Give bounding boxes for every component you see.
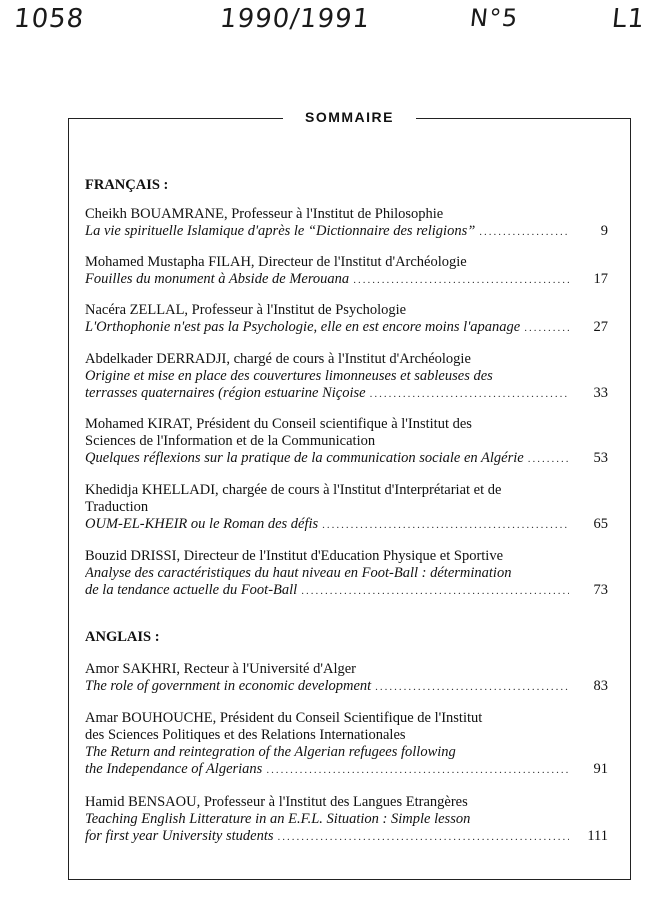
toc-entry <box>85 710 573 779</box>
entry-author: Abdelkader DERRADJI, chargé de cours à l'Institut d'Archéologie <box>85 351 471 367</box>
entry-author: Hamid BENSAOU, Professeur à l'Institut des Langues Etrangères <box>85 794 468 810</box>
entry-page-number: 17 <box>593 271 608 287</box>
entry-author: Mohamed Mustapha FILAH, Directeur de l'Institut d'Archéologie <box>85 254 467 270</box>
leader-dots <box>375 679 569 696</box>
entry-title: Origine et mise en place des couvertures limonneuses et sableuses des <box>85 368 493 384</box>
leader-dots <box>524 320 569 337</box>
entry-page-number: 91 <box>593 761 608 777</box>
toc-entry <box>85 794 573 846</box>
toc-entry <box>85 482 573 534</box>
handwritten-code: L1 <box>610 4 647 34</box>
entry-title-line <box>85 319 573 337</box>
entry-title: Teaching English Litterature in an E.F.L. Situation : Simple lesson <box>85 811 471 827</box>
section-heading-french: FRANÇAIS : <box>85 177 169 193</box>
leader-dots <box>266 762 569 779</box>
entry-title-line <box>85 582 573 600</box>
entry-title: The Return and reintegration of the Algerian refugees following <box>85 744 456 760</box>
entry-title: the Independance of Algerians <box>85 761 263 777</box>
entry-title: terrasses quaternaires (région estuarine Niçoise <box>85 385 366 401</box>
toc-entry <box>85 661 573 696</box>
entry-page-number: 111 <box>587 828 608 844</box>
contents-title-bar <box>69 109 630 127</box>
entry-title-line <box>85 223 573 241</box>
entry-title: La vie spirituelle Islamique d'après le “Dictionnaire des religions” <box>85 223 476 239</box>
entry-title-line <box>85 761 573 779</box>
leader-dots <box>370 386 569 403</box>
entry-page-number: 83 <box>593 678 608 694</box>
toc-entry <box>85 206 573 241</box>
entry-title: for first year University students <box>85 828 274 844</box>
entry-author: Mohamed KIRAT, Président du Conseil scientifique à l'Institut des <box>85 416 472 432</box>
toc-entry <box>85 416 573 468</box>
toc-entry <box>85 548 573 600</box>
entry-author-continued: Traduction <box>85 499 149 515</box>
entry-title: de la tendance actuelle du Foot-Ball <box>85 582 298 598</box>
entry-author: Bouzid DRISSI, Directeur de l'Institut d'Education Physique et Sportive <box>85 548 504 564</box>
leader-dots <box>528 451 569 468</box>
entry-title: L'Orthophonie n'est pas la Psychologie, elle en est encore moins l'apanage <box>85 319 521 335</box>
entry-title: Fouilles du monument à Abside de Merouana <box>85 271 350 287</box>
toc-entry <box>85 351 573 403</box>
entry-title: Quelques réflexions sur la pratique de la communication sociale en Algérie <box>85 450 524 466</box>
entry-page-number: 65 <box>593 516 608 532</box>
entry-title: The role of government in economic development <box>85 678 372 694</box>
entry-page-number: 9 <box>600 223 608 239</box>
leader-dots <box>479 224 569 241</box>
entry-author: Khedidja KHELLADI, chargée de cours à l'Institut d'Interprétariat et de <box>85 482 502 498</box>
leader-dots <box>278 829 570 846</box>
entry-title-line <box>85 678 573 696</box>
handwritten-year: 1990/1991 <box>218 4 372 34</box>
entry-title-line <box>85 516 573 534</box>
leader-dots <box>353 272 569 289</box>
entry-author: Cheikh BOUAMRANE, Professeur à l'Institut de Philosophie <box>85 206 444 222</box>
entry-page-number: 73 <box>593 582 608 598</box>
leader-dots <box>322 517 569 534</box>
entry-page-number: 33 <box>593 385 608 401</box>
entry-author: Amor SAKHRI, Recteur à l'Université d'Alger <box>85 661 356 677</box>
entry-title-line <box>85 385 573 403</box>
handwritten-reference: 1058 <box>12 4 86 34</box>
toc-entry <box>85 254 573 289</box>
entry-page-number: 27 <box>593 319 608 335</box>
section-heading-english: ANGLAIS : <box>85 629 160 645</box>
contents-frame <box>68 109 631 880</box>
entry-author: Amar BOUHOUCHE, Président du Conseil Scientifique de l'Institut <box>85 710 483 726</box>
entry-author: Nacéra ZELLAL, Professeur à l'Institut de Psychologie <box>85 302 407 318</box>
leader-dots <box>301 583 569 600</box>
entry-author-continued: Sciences de l'Information et de la Communication <box>85 433 376 449</box>
entry-title-line <box>85 450 573 468</box>
entry-title: Analyse des caractéristiques du haut niveau en Foot-Ball : détermination <box>85 565 512 581</box>
handwritten-issue-number: N°5 <box>468 4 520 32</box>
entry-author-continued: des Sciences Politiques et des Relations Internationales <box>85 727 406 743</box>
toc-entry <box>85 302 573 337</box>
contents-title: SOMMAIRE <box>283 109 416 125</box>
entry-title-line <box>85 271 573 289</box>
entry-title-line <box>85 828 573 846</box>
entry-page-number: 53 <box>593 450 608 466</box>
entry-title: OUM-EL-KHEIR ou le Roman des défis <box>85 516 319 532</box>
